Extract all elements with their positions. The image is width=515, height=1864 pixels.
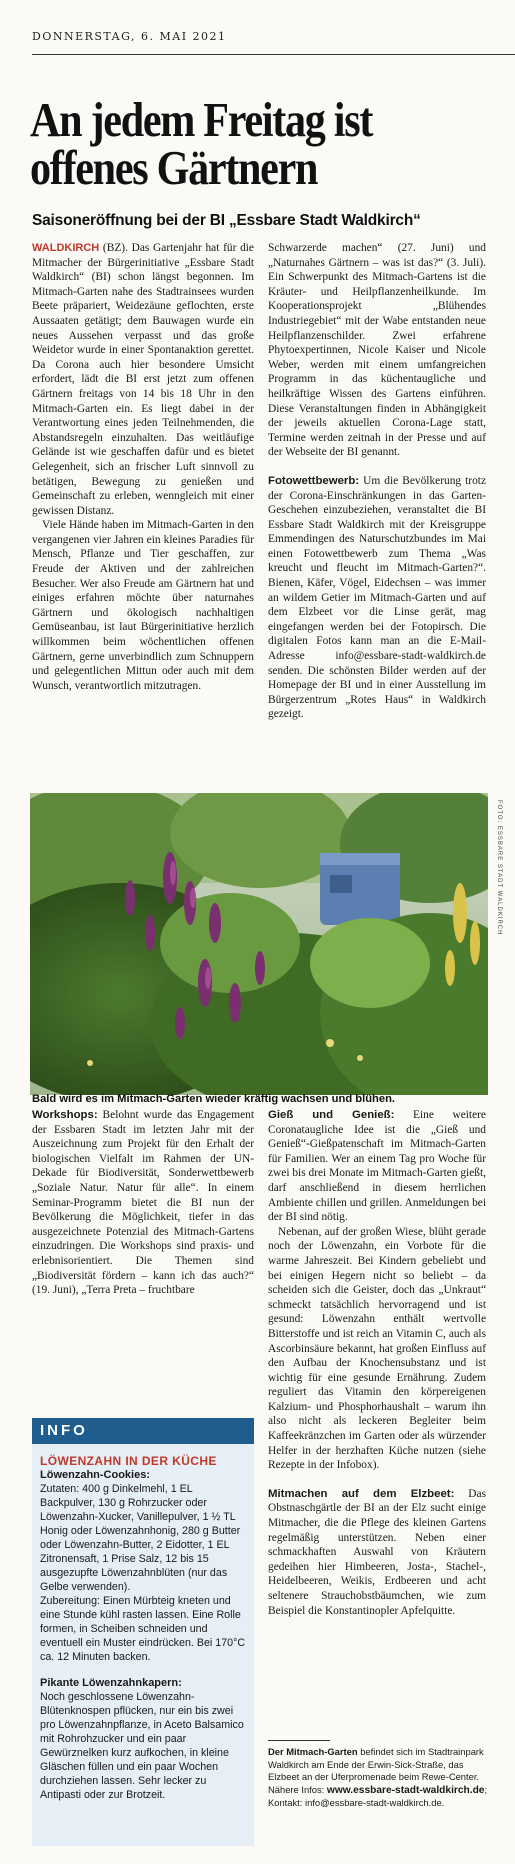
section-lead: Gieß und Genieß: — [268, 1109, 395, 1121]
endnote-rule — [268, 1740, 330, 1741]
article-column-3 — [32, 1108, 254, 1298]
info-box-title: LÖWENZAHN IN DER KÜCHE — [40, 1454, 217, 1468]
headline — [30, 92, 434, 195]
subheadline: Saisoneröffnung bei der BI „Essbare Stadt Waldkirch“ — [32, 212, 421, 229]
photo-caption: Bald wird es im Mitmach-Garten wieder kräftig wachsen und blühen. — [32, 1093, 396, 1105]
paragraph — [32, 1108, 254, 1298]
endnote-contact: ; Kontakt: info@essbare-stadt-waldkirch.de. — [268, 1783, 488, 1809]
paragraph-text: Eine weitere Coronataugliche Idee ist die „Gieß und Genieß“-Gießpatenschaft im Mitmach-Garten für Familien. Wer an einem Tag pro Woche für zwei bis drei Monate im Mitmach-Garten gießt, darf anschließend in diesem herrlichen Ambiente chillen und grillen. Anmeldungen bei der BI sind nötig. — [268, 1109, 486, 1224]
headline-line-1: An jedem Freitag ist — [30, 92, 373, 147]
paragraph — [32, 241, 254, 518]
info-box-header: INFO — [32, 1418, 254, 1444]
article-column-4 — [268, 1108, 486, 1618]
garden-photo — [30, 793, 488, 1095]
top-rule — [32, 54, 515, 55]
recipe-ingredients: Zutaten: 400 g Dinkelmehl, 1 EL Backpulver, 130 g Rohrzucker oder Löwenzahn-Xucker, Vanillepulver, 1 ½ TL Honig oder Löwenzahnhonig, 280 g Butter oder Löwenzahn-Butter, 2 Eidotter, 1 EL Zitronensaft, 1 Prise Salz, 12 bis 15 ausgezupfte Löwenzahnblüten (nur das Gelbe verwenden). — [40, 1483, 241, 1593]
paragraph: Schwarzerde machen“ (27. Juni) und „Naturnahes Gärtnern – was ist das?“ (3. Juli). Ein Schwerpunkt des Mitmach-Gartens ist die Kräuter- und Heilpflanzenheilkunde. Im Kooperationsprojekt „Blühendes Industriegebiet“ mit der Wabe entstanden neue Heilpflanzenschilder. Zwei erfahrene Phytoexpertinnen, Nicole Kaiser und Nicole Weber, werden mit einem umfangreichen Programm in das küchentaugliche und heilkräftige Wissen des Gartens einführen. Diese Veranstaltungen finden in Abhängigkeit der jeweils aktuellen Corona-Lage statt, Termine werden zeitnah in der Presse und auf der Webseite der BI genannt. — [268, 242, 486, 459]
paragraph-text: Belohnt wurde das Engagement der Essbaren Stadt im letzten Jahr mit der Auszeichnung zum Projekt für den Erhalt der biologischen Vielfalt im Rahmen der UN-Dekade für Biodiversität, Sonderwettbewerb „Soziale Natur. Natur für alle“. In einem Seminar-Programm bietet die BI nun der Bevölkerung die Möglichkeit, tiefer in das ausgezeichnete Potenzial des Mitmach-Gartens einzudringen. Die Workshops sind praxis- und erlebnisorientiert. Die Themen sind „Biodiversität fördern – kann ich das auch?“ (19. Juni), „Terra Preta – fruchtbare — [32, 1109, 254, 1297]
info-box — [32, 1418, 254, 1846]
photo-credit: FOTO: ESSBARE STADT WALDKIRCH — [496, 800, 502, 936]
info-box-body — [32, 1444, 254, 1802]
endnote-text: befindet sich im Stadtrainpark Waldkirch am Ende der Erwin-Sick-Straße, das Elzbeet an der Uferpromenade beim Rewe-Center. Nähere Infos: — [268, 1746, 484, 1795]
article-column-1 — [32, 241, 254, 693]
recipe-title-capers: Pikante Löwenzahnkapern: — [40, 1677, 182, 1689]
section-lead: Mitmachen auf dem Elzbeet: — [268, 1487, 455, 1500]
paragraph-text: Um die Bevölkerung trotz der Corona-Einschränkungen in das Garten-Geschehen einzubeziehen, veranstaltet die BI Essbare Stadt Waldkirch mit der Kreisgruppe Emmendingen des Naturschutzbundes im Mai einen Fotowettbewerb zum Thema „Was kreucht und fleucht im Mitmach-Garten?“. Bienen, Käfer, Vögel, Eidechsen – was immer an wildem Getier im Mitmach-Garten und auf dem Elzbeet vor die Linse gerät, mag eingefangen werden bei der Fotopirsch. Die digitalen Fotos kann man an die E-Mail-Adresse info@essbare-stadt-waldkirch.de senden. Die schönsten Bilder werden auf der Homepage der BI und in einer Ausstellung im Bürgerzentrum „Rotes Haus“ in Waldkirch gezeigt. — [268, 474, 486, 721]
section-lead: Workshops: — [32, 1109, 98, 1121]
paragraph — [268, 1108, 486, 1225]
paragraph: Nebenan, auf der großen Wiese, blüht gerade noch der Löwenzahn, ein Vorbote für die warme Jahreszeit. Bei Kindern gebeliebt und bei einigen Hegern nicht so beliebt – da scheiden sich die Geister, doch das „Unkraut“ schmeckt tatsächlich hervorragend und ist gesund: Löwenzahn enthält wertvolle Bitterstoffe und ist reich an Vitamin C, auch als Ascorbinsäure bekannt, hat großen Einfluss auf den Aufbau der Knochensubstanz und ist wichtig für eine gesunde Ernährung. Zudem reguliert das Vitamin den körpereigenen Kalzium- und Phosphorhaushalt – warum ihn also nicht als leckeren Begleiter beim Kaffeekränzchen im Garten oder als würzender Helfer in der herzhaften Küche nutzen (siehe Rezepte in der Infobox). — [268, 1225, 486, 1472]
endnote — [268, 1746, 488, 1810]
article-column-2 — [268, 241, 486, 722]
headline-line-2: offenes Gärtnern — [30, 140, 318, 195]
recipe-title-cookies: Löwenzahn-Cookies: — [40, 1469, 151, 1481]
recipe-capers-text: Noch geschlossene Löwenzahn-Blütenknospen pflücken, nur ein bis zwei pro Löwenzahnpflanze, in Aceto Balsamico mit Rohrohzucker und ein paar Gewürznelken kurz aufkochen, in kleine Gläschen füllen und ein paar Wochen durchziehen lassen. Sehr lecker zu Antipasti oder zur Brotzeit. — [40, 1691, 244, 1801]
dateline: DONNERSTAG, 6. MAI 2021 — [32, 30, 227, 43]
paragraph — [268, 1487, 486, 1618]
paragraph: Viele Hände haben im Mitmach-Garten in den vergangenen vier Jahren ein kleines Paradies für Mensch, Pflanze und Tier geschaffen, zur Freude der Aktiven und der zahlreichen Besucher. Wer also Freude am Gärtnern hat und einiges erfahren möchte über naturnahes Gärtnern und ökologisch nachhaltigen Gemüseanbau, ist laut Bürgerinitiative herzlich willkommen beim wöchentlichen offenen Gärtnern, gerne unverbindlich zum Schnuppern und gelegentlichen Mittun oder auch mit dem Wunsch, verantwortlich mitzutragen. — [32, 519, 254, 692]
paragraph-text: (BZ). Das Gartenjahr hat für die Mitmacher der Bürgerinitiative „Essbare Stadt Waldkirch“ (BI) schon längst begonnen. Im Mitmach-Garten nahe des Stadtrainsees wurden Beete präpariert, Weidezäune geflochten, erste Aussaaten getätigt; dem Bauwagen wurde ein neues Aussehen verpasst und das große Weidetor wurde in einer Spontanaktion gerettet. Da Corona auch hier besondere Umsicht erfordert, lädt die BI erst jetzt zum offenen Gärtnern freitags von 14 bis 18 Uhr in den Mitmach-Garten ein. Es liegt dabei in der Verantwortung eines jeden Teilnehmenden, die Abstandsregeln einzuhalten. Das weitläufige Gelände ist wie geschaffen dafür und es bietet Gelegenheit, sich an frischer Luft sinnvoll zu betätigen, Bewegung zu genießen und Gemeinschaft zu erleben, wenngleich mit einer gewissen Distanz. — [32, 242, 254, 517]
dateline-location: WALDKIRCH — [32, 242, 100, 254]
endnote-lead: Der Mitmach-Garten — [268, 1746, 358, 1757]
garden-photo-image — [30, 793, 488, 1095]
website-link[interactable]: www.essbare-stadt-waldkirch.de — [326, 1784, 485, 1796]
recipe-preparation: Zubereitung: Einen Mürbteig kneten und eine Stunde kühl rasten lassen. Eine Rolle formen, in Scheiben schneiden und eventuell ein Muster eindrücken. Bei 170°C ca. 12 Minuten backen. — [40, 1595, 246, 1663]
paragraph-text: Das Obstnaschgärtle der BI an der Elz sucht einige Mitmacher, die die Pflege des kleinen Gartens regelmäßig unterstützen. Neben einer schmackhaften Auswahl von Kräutern gedeihen hier Himbeeren, Josta-, Stachel-, Heidelbeeren, Weikis, Erdbeeren und acht seltenere Strauchobstbäumchen, wie zum Beispiel die Konstantinopler Apfelquitte. — [268, 1487, 487, 1617]
paragraph — [268, 474, 486, 722]
section-lead: Fotowettbewerb: — [268, 474, 360, 487]
